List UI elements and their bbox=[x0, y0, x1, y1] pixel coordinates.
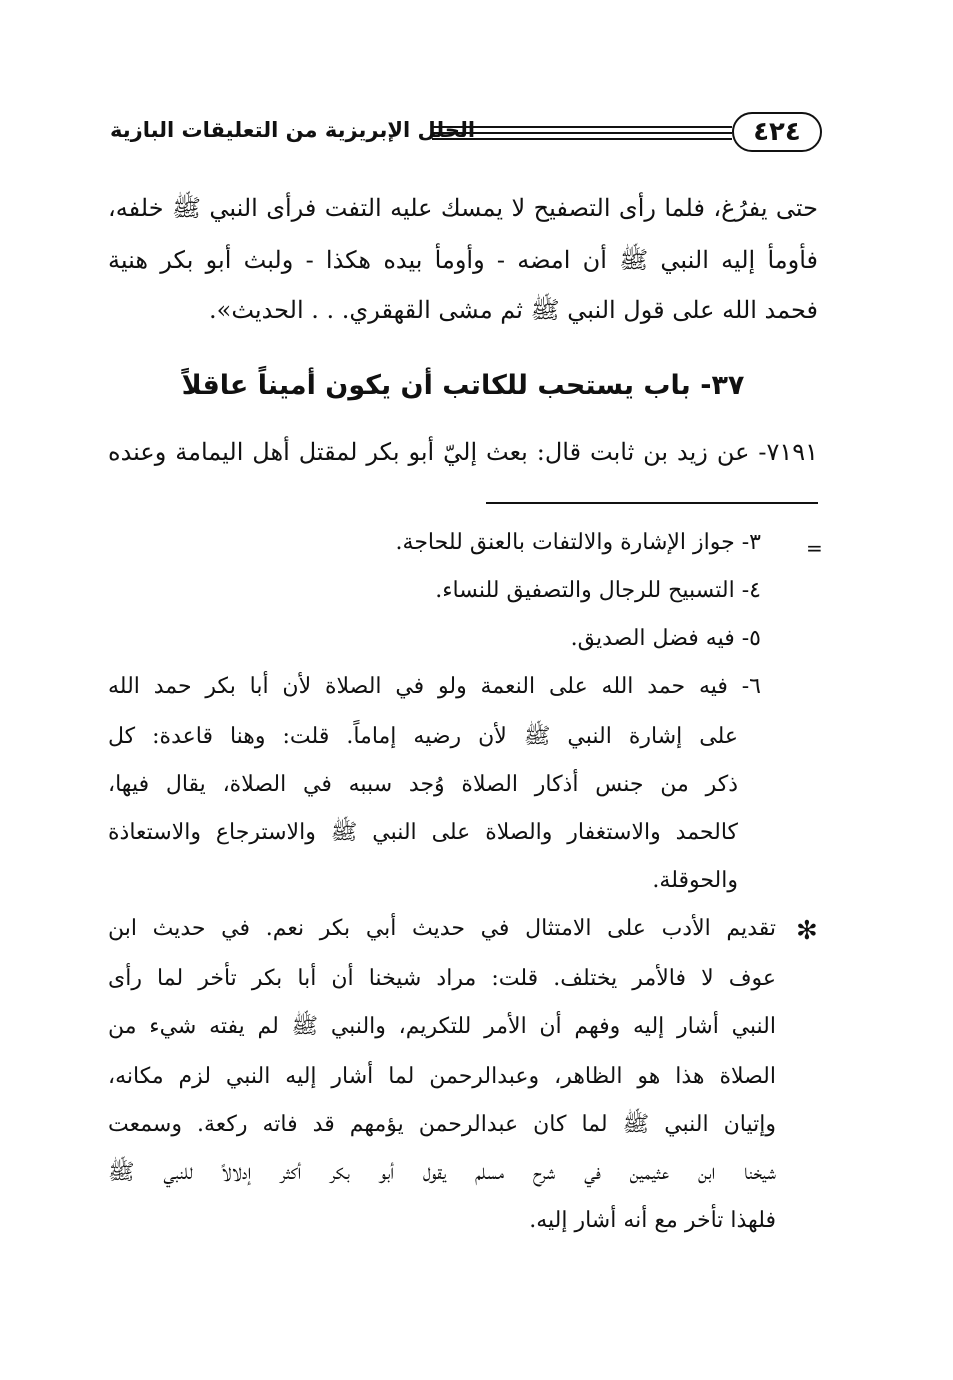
footnote-line: ذكر من جنس أذكار الصلاة وُجد سببه في الصلاة، يقال فيها، bbox=[108, 772, 738, 797]
hadith-line: ٧١٩١- عن زيد بن ثابت قال: بعث إليّ أبو بكر لمقتل أهل اليمامة وعنده bbox=[108, 438, 819, 466]
comment-line: فلهذا تأخر مع أنه أشار إليه. bbox=[529, 1208, 776, 1233]
comment-line: شيخنا ابن عثيمين في شرح مسلم يقول أبو بكر أكثر إدلالاً للنبي ﷺ bbox=[108, 1160, 776, 1185]
main-text-line: فحمد الله على قول النبي ﷺ ثم مشى القهقري. . . الحديث». bbox=[209, 296, 818, 324]
main-text-line: فأومأ إليه النبي ﷺ أن امضه - وأومأ بيده هكذا - ولبث أبو بكر هنية bbox=[108, 246, 818, 274]
running-header bbox=[110, 112, 822, 156]
comment-line: الصلاة هذا هو الظاهر، وعبدالرحمن لما أشار إليه النبي لزم مكانه، bbox=[108, 1064, 776, 1089]
continuation-mark: = bbox=[806, 536, 823, 560]
book-title: الحلل الإبريزية من التعليقات البازية bbox=[110, 118, 476, 142]
footnote-item: ٤- التسبيح للرجال والتصفيق للنساء. bbox=[435, 578, 761, 603]
comment-line: عوف لا فالأمر يختلف. قلت: مراد شيخنا أن أبا بكر تأخر لما رأى bbox=[108, 966, 776, 991]
footnote-line: على إشارة النبي ﷺ لأن رضيه إماماً. قلت: وهنا قاعدة: كل bbox=[108, 724, 738, 749]
header-rule bbox=[432, 132, 732, 134]
header-rule bbox=[432, 138, 732, 140]
footnote-separator bbox=[486, 502, 818, 504]
footnote-item: ٦- فيه حمد الله على النعمة ولو في الصلاة لأن أبا بكر حمد الله bbox=[108, 674, 761, 699]
header-rule bbox=[432, 126, 732, 128]
main-text-line: حتى يفرُغ، فلما رأى التصفيح لا يمسك عليه التفت فرأى النبي ﷺ خلفه، bbox=[108, 194, 818, 222]
chapter-heading: ٣٧- باب يستحب للكاتب أن يكون أميناً عاقلاً bbox=[181, 370, 745, 401]
page-number: ٤٢٤ bbox=[732, 112, 822, 152]
comment-line: تقديم الأدب على الامتثال في حديث أبي بكر نعم. في حديث ابن bbox=[108, 916, 776, 941]
footnote-line: والحوقلة. bbox=[652, 868, 738, 893]
footnote-item: ٣- جواز الإشارة والالتفات بالعنق للحاجة. bbox=[395, 530, 761, 555]
footnote-line: كالحمد والاستغفار والصلاة على النبي ﷺ والاسترجاع والاستعاذة bbox=[108, 820, 738, 845]
comment-line: النبي أشار إليه وفهم أن الأمر للتكريم، والنبي ﷺ لم يفته شيء من bbox=[108, 1014, 776, 1039]
footnote-item: ٥- فيه فضل الصديق. bbox=[570, 626, 761, 651]
asterisk-bullet-icon: ✻ bbox=[796, 916, 818, 946]
comment-line: وإتيان النبي ﷺ لما كان عبدالرحمن يؤمهم قد فاته ركعة. وسمعت bbox=[108, 1112, 776, 1137]
